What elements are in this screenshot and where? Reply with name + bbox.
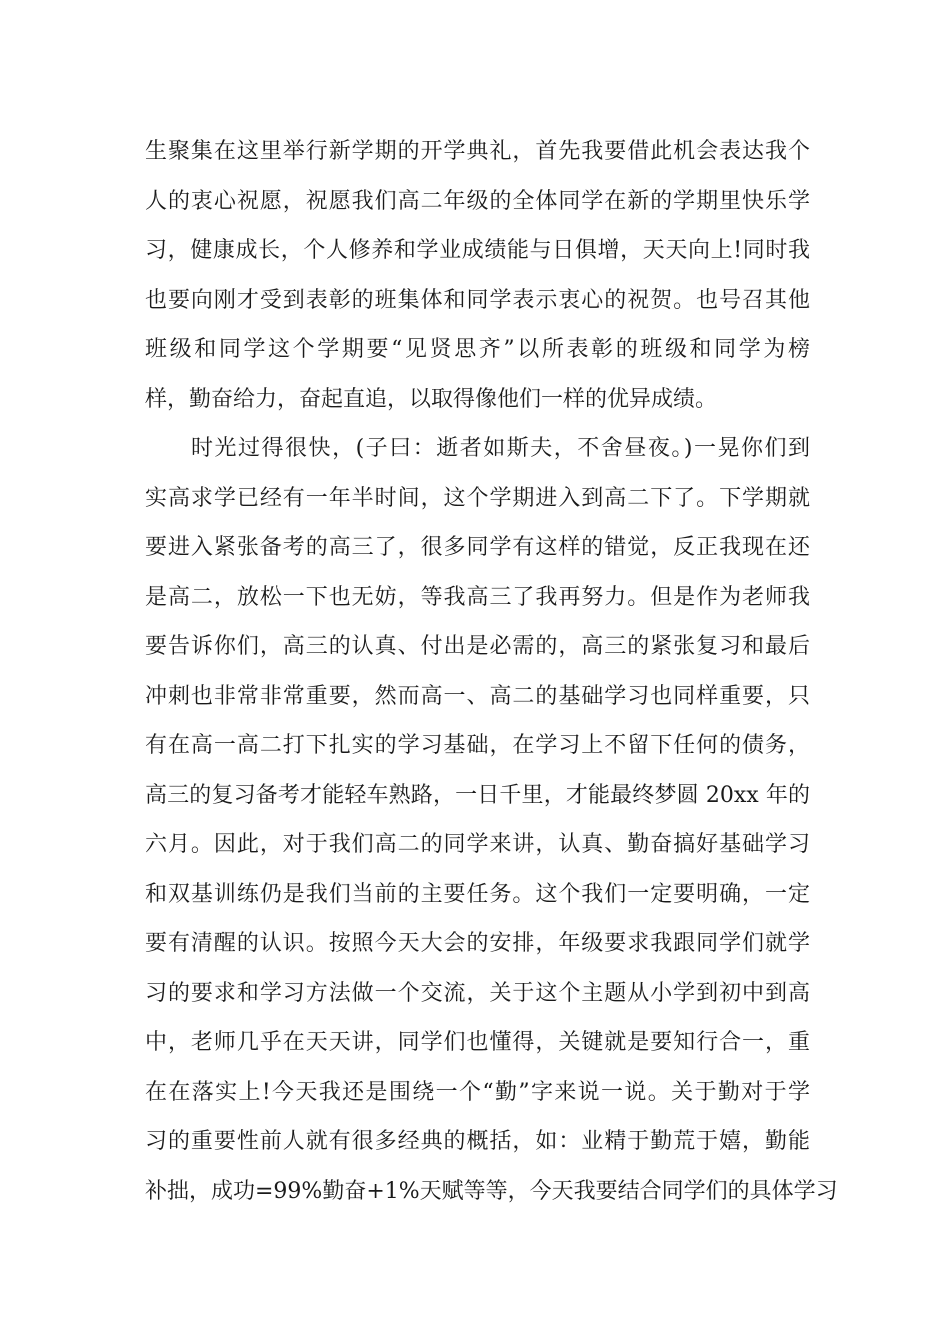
paragraph-1-line-2: 人的衷心祝愿，祝愿我们高二年级的全体同学在新的学期里快乐学	[145, 189, 810, 214]
paragraph-2-line-2: 实高求学已经有一年半时间，这个学期进入到高二下了。下学期就	[145, 486, 810, 511]
paragraph-2-line-5: 要告诉你们，高三的认真、付出是必需的，高三的紧张复习和最后	[145, 634, 810, 659]
paragraph-1-line-6: 样，勤奋给力，奋起直追，以取得像他们一样的优异成绩。	[145, 387, 718, 412]
paragraph-2-line-3: 要进入紧张备考的高三了，很多同学有这样的错觉，反正我现在还	[145, 535, 810, 560]
paragraph-2-line-6: 冲刺也非常非常重要，然而高一、高二的基础学习也同样重要，只	[145, 684, 810, 709]
paragraph-2-line-14: 在在落实上!今天我还是围绕一个“勤”字来说一说。关于勤对于学	[145, 1080, 810, 1105]
paragraph-1-line-5: 班级和同学这个学期要“见贤思齐”以所表彰的班级和同学为榜	[145, 337, 810, 362]
paragraph-2-line-7: 有在高一高二打下扎实的学习基础，在学习上不留下任何的债务，	[145, 733, 810, 758]
paragraph-2-line-1: 时光过得很快，(子曰：逝者如斯夫，不舍昼夜。)一晃你们到	[191, 436, 810, 461]
paragraph-2-line-12: 习的要求和学习方法做一个交流，关于这个主题从小学到初中到高	[145, 981, 810, 1006]
paragraph-1-line-4: 也要向刚才受到表彰的班集体和同学表示衷心的祝贺。也号召其他	[145, 288, 810, 313]
paragraph-2-line-13: 中，老师几乎在天天讲，同学们也懂得，关键就是要知行合一，重	[145, 1030, 810, 1055]
paragraph-2-line-8: 高三的复习备考才能轻车熟路，一日千里，才能最终梦圆 20xx 年的	[145, 783, 810, 808]
paragraph-1-line-3: 习，健康成长，个人修养和学业成绩能与日俱增，天天向上!同时我	[145, 238, 810, 263]
paragraph-2-line-4: 是高二，放松一下也无妨，等我高三了我再努力。但是作为老师我	[145, 585, 810, 610]
paragraph-2-line-16: 补拙，成功=99%勤奋+1%天赋等等，今天我要结合同学们的具体学习	[145, 1179, 838, 1204]
paragraph-1-line-1: 生聚集在这里举行新学期的开学典礼，首先我要借此机会表达我个	[145, 139, 810, 164]
paragraph-2-line-15: 习的重要性前人就有很多经典的概括，如：业精于勤荒于嬉，勤能	[145, 1129, 810, 1154]
paragraph-2-line-11: 要有清醒的认识。按照今天大会的安排，年级要求我跟同学们就学	[145, 931, 810, 956]
paragraph-2-line-10: 和双基训练仍是我们当前的主要任务。这个我们一定要明确，一定	[145, 882, 810, 907]
paragraph-2-line-9: 六月。因此，对于我们高二的同学来讲，认真、勤奋搞好基础学习	[145, 832, 810, 857]
